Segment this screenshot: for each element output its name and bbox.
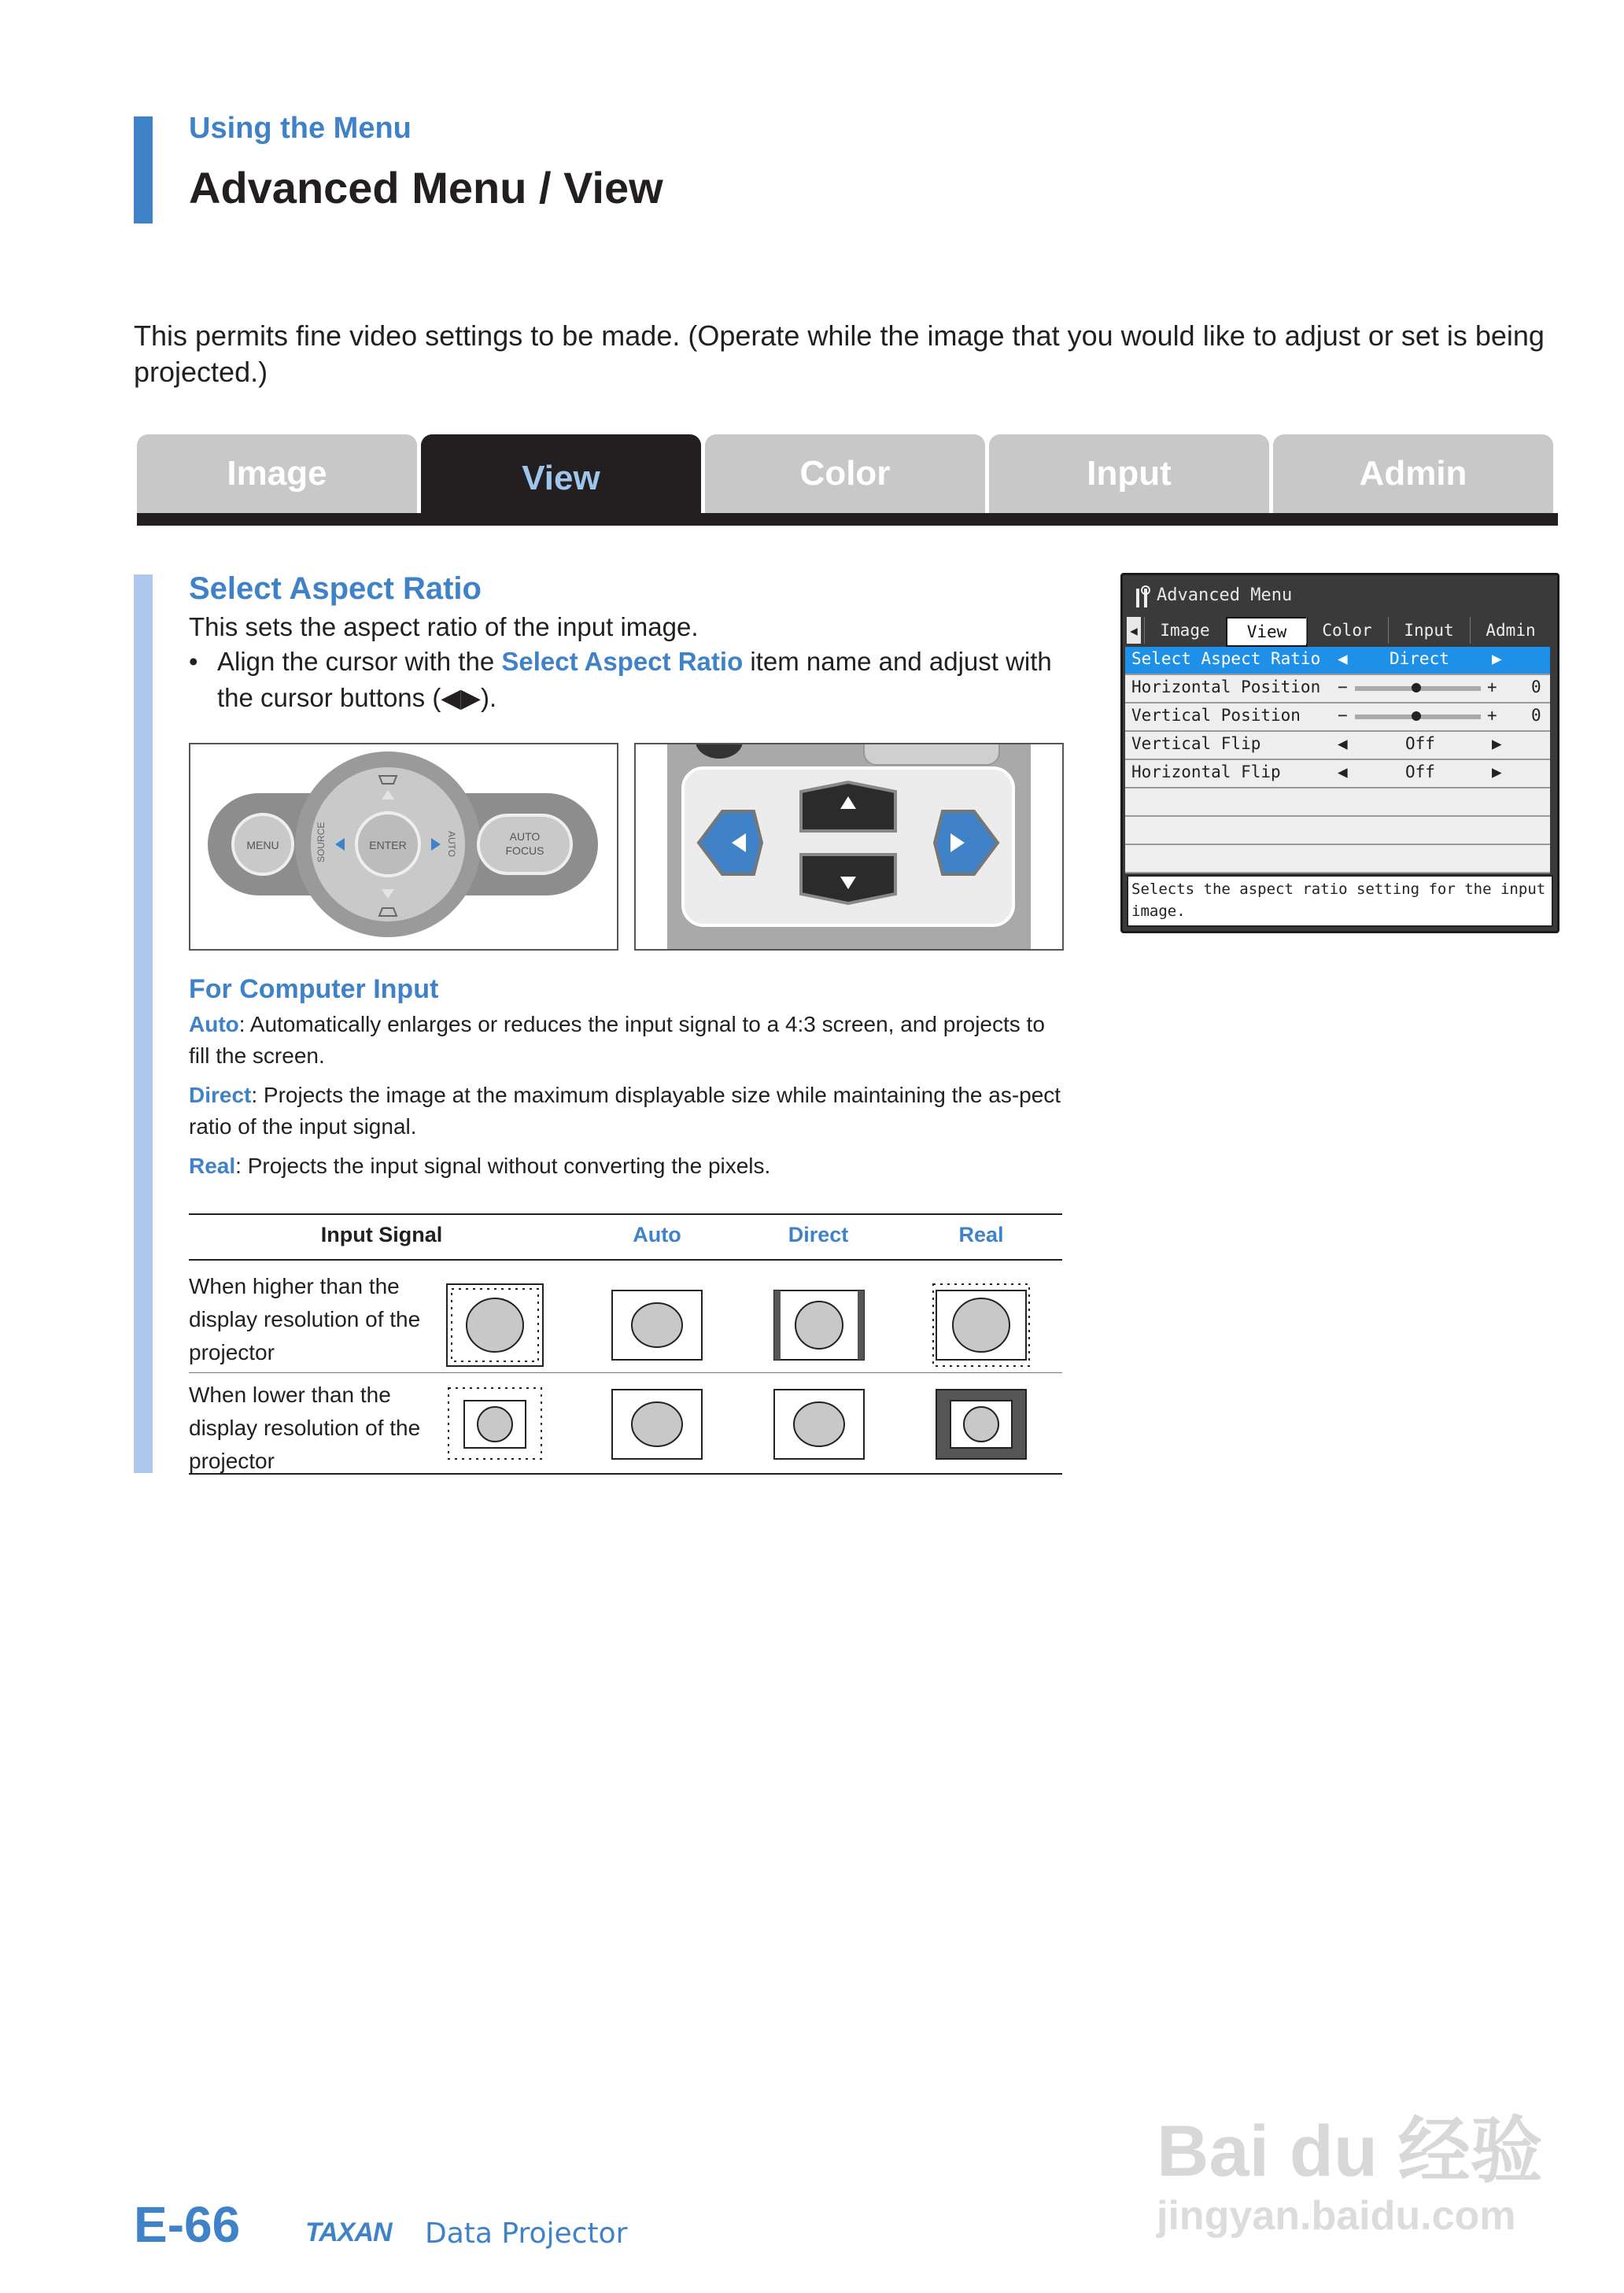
product-name: Data Projector	[425, 2217, 628, 2250]
osd-empty-row	[1125, 788, 1550, 817]
remote-top-button	[864, 744, 999, 765]
tools-icon	[1133, 585, 1152, 609]
osd-right-arrow-icon[interactable]: ▶	[1492, 734, 1502, 753]
section-description: This sets the aspect ratio of the input image.	[189, 612, 699, 641]
osd-empty-row	[1125, 845, 1550, 873]
auto-term: Auto	[189, 1012, 239, 1036]
osd-row-label: Select Aspect Ratio	[1131, 649, 1321, 668]
col-direct: Direct	[788, 1223, 849, 1246]
auto-text: : Automatically enlarges or reduces the input signal to a 4:3 screen, and projects to fill the screen.	[189, 1012, 1045, 1068]
osd-row-vertical-position[interactable]	[1125, 703, 1550, 732]
osd-row-value: Off	[1405, 734, 1435, 753]
osd-row-value: Off	[1405, 762, 1435, 781]
lower-real-diagram	[936, 1390, 1026, 1459]
osd-row-number: 0	[1531, 678, 1541, 696]
higher-auto-diagram	[612, 1291, 702, 1360]
remote-arrows-illustration	[636, 744, 1062, 949]
direct-term: Direct	[189, 1083, 252, 1107]
direct-text: : Projects the image at the maximum displayable size while maintaining the as-pect ratio of the input signal.	[189, 1083, 1061, 1139]
bullet-text-pre: Align the cursor with the	[217, 647, 502, 676]
control-panel-illustration	[190, 744, 617, 949]
section-title: Select Aspect Ratio	[189, 571, 482, 606]
osd-row-label: Horizontal Flip	[1131, 762, 1281, 781]
brand-logo: TAXAN	[305, 2217, 392, 2247]
auto-description	[189, 1009, 1062, 1072]
page-title: Advanced Menu / View	[189, 163, 663, 212]
table-row-lower-label: When lower than the display resolution of the projector	[189, 1383, 421, 1473]
osd-row-value: Direct	[1390, 649, 1449, 668]
osd-tab-color[interactable]: Color	[1306, 617, 1387, 644]
bullet-link: Select Aspect Ratio	[501, 647, 744, 676]
osd-right-arrow-icon[interactable]: ▶	[1492, 649, 1502, 668]
table-header-rule	[189, 1259, 1062, 1261]
control-panel-figure	[189, 743, 618, 951]
bullet-dot: •	[189, 647, 198, 676]
osd-row-horizontal-flip[interactable]	[1125, 760, 1550, 788]
table-bottom-rule	[189, 1473, 1062, 1475]
osd-empty-row	[1125, 817, 1550, 845]
osd-help-text: Selects the aspect ratio setting for the input image.	[1127, 875, 1553, 927]
page-number: E-66	[134, 2196, 241, 2253]
lower-direct-diagram	[774, 1390, 864, 1459]
auto-focus-label-2: FOCUS	[505, 844, 544, 857]
col-input-signal: Input Signal	[320, 1223, 443, 1246]
osd-row-label: Vertical Flip	[1131, 734, 1261, 753]
real-text: : Projects the input signal without converting the pixels.	[235, 1154, 771, 1178]
osd-row-number: 0	[1531, 706, 1541, 725]
enter-label: ENTER	[369, 839, 407, 851]
col-auto: Auto	[633, 1223, 681, 1246]
osd-left-arrow-icon[interactable]: ◀	[1338, 734, 1348, 753]
osd-row-label: Horizontal Position	[1131, 678, 1321, 696]
real-description	[189, 1150, 1062, 1182]
osd-back-arrow-icon[interactable]: ◀	[1127, 617, 1141, 644]
aspect-ratio-diagrams	[441, 1275, 1070, 1470]
higher-real-diagram	[933, 1284, 1029, 1366]
header-accent-bar	[134, 116, 153, 223]
direct-description	[189, 1080, 1062, 1143]
osd-minus-icon[interactable]: −	[1338, 678, 1348, 696]
lower-auto-diagram	[612, 1390, 702, 1459]
auto-focus-label-1: AUTO	[509, 830, 541, 843]
section-accent-bar	[134, 574, 153, 1473]
osd-left-arrow-icon[interactable]: ◀	[1338, 762, 1348, 781]
tab-image[interactable]: Image	[137, 434, 417, 513]
watermark-logo: Bai du 经验	[1157, 2111, 1543, 2191]
watermark-url: jingyan.baidu.com	[1157, 2193, 1516, 2239]
osd-slider-thumb[interactable]	[1412, 711, 1421, 721]
table-top-rule	[189, 1213, 1062, 1215]
osd-slider-thumb[interactable]	[1412, 683, 1421, 692]
tab-admin[interactable]: Admin	[1273, 434, 1553, 513]
computer-input-title: For Computer Input	[189, 974, 439, 1004]
osd-tab-admin[interactable]: Admin	[1470, 617, 1551, 644]
osd-left-arrow-icon[interactable]: ◀	[1338, 649, 1348, 668]
osd-row-horizontal-position[interactable]	[1125, 675, 1550, 703]
osd-plus-icon[interactable]: +	[1487, 706, 1497, 725]
osd-row-vertical-flip[interactable]	[1125, 732, 1550, 760]
bullet-text-post: item name and adjust with the cursor buttons (◀▶).	[217, 647, 1052, 712]
osd-row-select-aspect-ratio[interactable]	[1125, 647, 1550, 675]
osd-row-label: Vertical Position	[1131, 706, 1301, 725]
higher-input-signal-diagram	[447, 1284, 543, 1366]
osd-minus-icon[interactable]: −	[1338, 706, 1348, 725]
auto-label: AUTO	[446, 831, 457, 858]
real-term: Real	[189, 1154, 236, 1178]
osd-tab-image[interactable]: Image	[1144, 617, 1225, 644]
osd-title: Advanced Menu	[1157, 585, 1293, 605]
tab-color[interactable]: Color	[705, 434, 985, 513]
osd-right-arrow-icon[interactable]: ▶	[1492, 762, 1502, 781]
lower-input-signal-diagram	[448, 1388, 541, 1459]
tab-input[interactable]: Input	[989, 434, 1269, 513]
osd-tab-view[interactable]: View	[1226, 617, 1308, 647]
menu-label: MENU	[246, 839, 279, 851]
osd-tab-input[interactable]: Input	[1388, 617, 1469, 644]
source-label: SOURCE	[316, 822, 327, 862]
higher-direct-diagram	[774, 1291, 864, 1360]
tab-underline	[137, 513, 1558, 526]
table-row-higher-label: When higher than the display resolution of the projector	[189, 1274, 421, 1364]
col-real: Real	[958, 1223, 1004, 1246]
remote-arrows-figure	[634, 743, 1064, 951]
osd-plus-icon[interactable]: +	[1487, 678, 1497, 696]
section-label: Using the Menu	[189, 112, 412, 145]
tab-view[interactable]: View	[421, 434, 701, 522]
section-bullet	[217, 644, 1075, 716]
intro-text: This permits fine video settings to be made. (Operate while the image that you would like to adjust or set is being projected.)	[134, 319, 1545, 388]
